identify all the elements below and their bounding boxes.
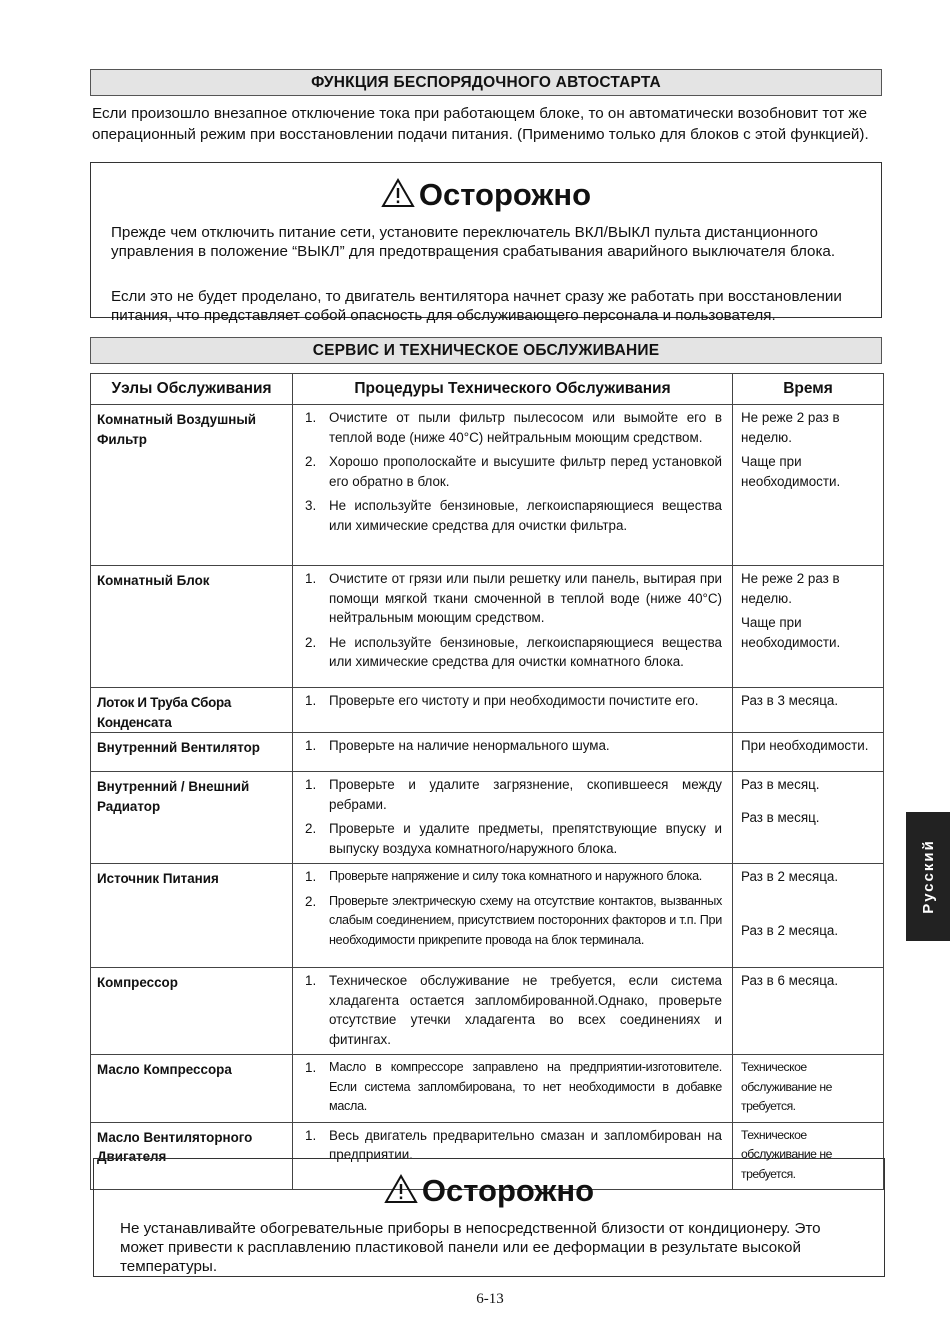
maintenance-procedure <box>293 968 733 1055</box>
maintenance-unit: Компрессор <box>91 968 293 1055</box>
procedure-step <box>305 892 722 951</box>
maintenance-time <box>733 864 884 968</box>
procedure-step <box>305 775 722 814</box>
step-text: Не используйте бензиновые, легкоиспаряющиеся вещества или химические средства для очистки фильтра. <box>329 498 722 533</box>
step-number: 1. <box>305 869 317 884</box>
time-entry: Техническое обслуживание не требуется. <box>741 1127 832 1181</box>
caution-title <box>91 177 881 213</box>
table-row <box>91 1055 884 1123</box>
table-row <box>91 566 884 688</box>
maintenance-unit: Внутренний / Внешний Радиатор <box>91 772 293 864</box>
maintenance-procedure <box>293 566 733 688</box>
step-text: Масло в компрессоре заправлено на предприятии-изготовителе. Если система запломбирована, то нет необходимости в добавке масла. <box>329 1060 722 1113</box>
section-title-autostart: ФУНКЦИЯ БЕСПОРЯДОЧНОГО АВТОСТАРТА <box>90 69 882 96</box>
step-number: 2. <box>305 893 317 909</box>
caution-title-text: Осторожно <box>421 1173 595 1208</box>
time-entry: Техническое обслуживание не требуется. <box>741 1060 832 1113</box>
time-entry: Раз в 2 месяца. <box>741 922 839 938</box>
procedure-step <box>305 691 722 711</box>
step-text: Очистите от грязи или пыли решетку или панель, вытирая при помощи мягкой ткани смоченной в теплой воде (ниже 40°C) нейтральным моющим средством. <box>329 571 722 625</box>
step-text: Проверьте электрическую схему на отсутствие контактов, вызванных слабым соединением, присутствием посторонних факторов и т.п. При необходимости прикрепите провода на блок терминала. <box>329 893 722 947</box>
time-entry: Чаще при необходимости. <box>741 454 841 489</box>
time-entry: Раз в 2 месяца. <box>741 869 839 884</box>
step-number: 1. <box>305 973 317 988</box>
step-number: 2. <box>305 454 317 469</box>
time-entry: Раз в месяц. <box>741 809 820 825</box>
step-number: 1. <box>305 1127 317 1143</box>
time-entry: Чаще при необходимости. <box>741 615 841 650</box>
maintenance-procedure <box>293 864 733 968</box>
step-text: Проверьте его чистоту и при необходимости почистите его. <box>329 693 699 708</box>
maintenance-procedure <box>293 733 733 772</box>
caution-text: Не устанавливайте обогревательные приборы в непосредственной близости от кондиционеру. Это может привести к расплавлению пластиковой панели или ее деформации в результате высокой температуры. <box>120 1220 821 1275</box>
maintenance-time <box>733 772 884 864</box>
step-text: Хорошо прополоскайте и высушите фильтр перед установкой его обратно в блок. <box>329 454 722 489</box>
maintenance-unit: Лоток И Труба Сбора Конденсата <box>91 688 293 733</box>
procedure-step <box>305 736 722 756</box>
step-number: 2. <box>305 821 317 836</box>
step-number: 1. <box>305 571 317 586</box>
time-entry: Раз в 6 месяца. <box>741 973 839 988</box>
procedure-step <box>305 452 722 491</box>
caution-paragraph-2: Если это не будет проделано, то двигатель вентилятора начнет сразу же работать при восстановлении питания, что представляет собой опасность для обслуживающего персонала и пользователя. <box>111 288 842 324</box>
step-number: 2. <box>305 634 317 650</box>
step-text: Не используйте бензиновые, легкоиспаряющиеся вещества или химические средства для очистки комнатного блока. <box>329 634 722 669</box>
table-header-row <box>91 374 884 405</box>
header-procedures: Процедуры Технического Обслуживания <box>293 374 733 405</box>
step-text: Проверьте и удалите предметы, препятствующие впуску и выпуску воздуха комнатного/наружного блока. <box>329 821 722 856</box>
maintenance-time <box>733 733 884 772</box>
maintenance-time <box>733 688 884 733</box>
maintenance-unit: Источник Питания <box>91 864 293 968</box>
time-entry: При необходимости. <box>741 738 869 753</box>
procedure-step <box>305 569 722 628</box>
header-time: Время <box>733 374 884 405</box>
language-side-tab <box>906 812 950 941</box>
maintenance-procedure <box>293 688 733 733</box>
maintenance-time <box>733 1055 884 1123</box>
procedure-step <box>305 408 722 447</box>
maintenance-unit: Масло Компрессора <box>91 1055 293 1123</box>
page-number: 6-13 <box>476 1291 504 1307</box>
step-text: Техническое обслуживание не требуется, если система хладагента остается запломбированной.Однако, проверьте отсутствие утечки хладагента во всех соединениях и фитингах. <box>329 973 722 1047</box>
table-row <box>91 733 884 772</box>
step-text: Очистите от пыли фильтр пылесосом или вымойте его в теплой воде (ниже 40°C) нейтральным моющим средством. <box>329 410 722 445</box>
table-row <box>91 772 884 864</box>
time-entry: Раз в 3 месяца. <box>741 693 839 708</box>
procedure-step <box>305 819 722 858</box>
maintenance-table <box>90 373 884 1190</box>
step-number: 1. <box>305 777 317 792</box>
maintenance-time <box>733 566 884 688</box>
maintenance-unit: Внутренний Вентилятор <box>91 733 293 772</box>
maintenance-procedure <box>293 1055 733 1123</box>
maintenance-time <box>733 968 884 1055</box>
step-number: 1. <box>305 1060 317 1075</box>
table-row <box>91 405 884 566</box>
header-units: Уэлы Обслуживания <box>91 374 293 405</box>
table-row <box>91 968 884 1055</box>
procedure-step <box>305 1058 722 1117</box>
step-text: Проверьте на наличие ненормального шума. <box>329 738 610 753</box>
step-text: Проверьте и удалите загрязнение, скопившееся между ребрами. <box>329 777 722 812</box>
maintenance-procedure <box>293 772 733 864</box>
step-text: Весь двигатель предварительно смазан и запломбирован на предприятии. <box>329 1127 722 1162</box>
time-entry: Раз в месяц. <box>741 777 820 792</box>
step-number: 1. <box>305 410 317 425</box>
step-number: 1. <box>305 738 317 753</box>
caution-box-top <box>90 162 882 324</box>
maintenance-unit: Комнатный Воздушный Фильтр <box>91 405 293 566</box>
language-label: Русский <box>919 839 937 914</box>
procedure-step <box>305 867 722 887</box>
caution-paragraph-1: Прежде чем отключить питание сети, установите переключатель ВКЛ/ВЫКЛ пульта дистанционного управления в положение “ВЫКЛ” для предотвращения срабатывания аварийного выключателя блока. <box>111 224 836 260</box>
maintenance-procedure <box>293 405 733 566</box>
procedure-step <box>305 633 722 672</box>
procedure-step <box>305 496 722 535</box>
step-number: 3. <box>305 498 317 513</box>
caution-title <box>94 1173 884 1209</box>
maintenance-unit: Масло Вентиляторного Двигателя <box>91 1122 293 1190</box>
section-title-service: СЕРВИС И ТЕХНИЧЕСКОЕ ОБСЛУЖИВАНИЕ <box>90 337 882 364</box>
procedure-step <box>305 971 722 1049</box>
step-number: 1. <box>305 693 317 708</box>
table-row <box>91 864 884 968</box>
step-text: Проверьте напряжение и силу тока комнатного и наружного блока. <box>329 869 703 883</box>
caution-title-text: Осторожно <box>418 177 592 212</box>
caution-box-bottom <box>93 1158 885 1277</box>
maintenance-unit: Комнатный Блок <box>91 566 293 688</box>
autostart-description: Если произошло внезапное отключение тока при работающем блоке, то он автоматически возобновит тот же операционный режим при восстановлении подачи питания. (Применимо только для блоков с этой функцией). <box>92 105 869 143</box>
warning-triangle-icon <box>384 1174 418 1204</box>
table-row <box>91 688 884 733</box>
warning-triangle-icon <box>381 178 415 208</box>
maintenance-time <box>733 405 884 566</box>
time-entry: Не реже 2 раз в неделю. <box>741 410 840 445</box>
time-entry: Не реже 2 раз в неделю. <box>741 571 840 606</box>
